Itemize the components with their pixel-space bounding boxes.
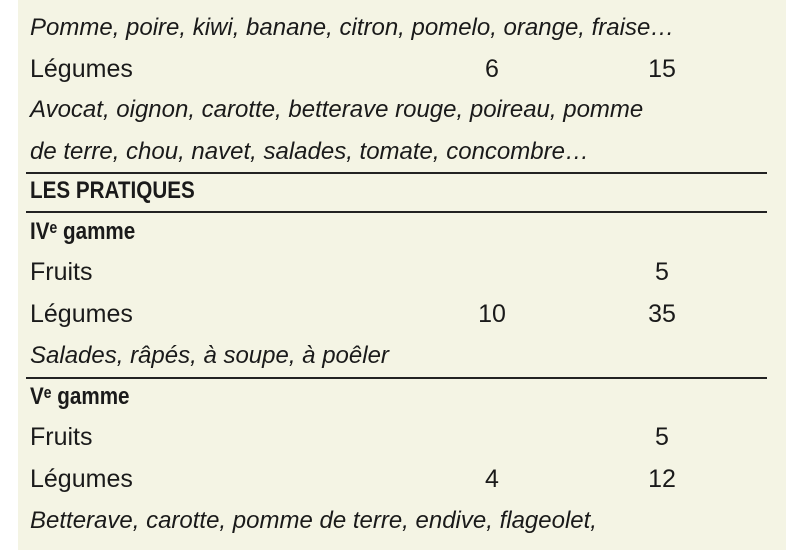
vegetables-label: Légumes xyxy=(30,465,133,493)
ive-gamme-examples-text: Salades, râpés, à soupe, à poêler xyxy=(30,342,389,369)
vegetables-value-1: 10 xyxy=(478,300,506,328)
vegetables-label: Légumes xyxy=(30,300,133,328)
vegetables-value-2: 15 xyxy=(648,55,676,83)
subheading-ive-gamme: IVᵉ gamme xyxy=(30,218,136,245)
section-divider xyxy=(26,172,767,174)
fruits-value-2: 5 xyxy=(655,258,669,286)
fruits-label: Fruits xyxy=(30,423,93,451)
vegetable-examples-line-2: de terre, chou, navet, salades, tomate, concombre… xyxy=(30,138,589,165)
vegetables-label: Légumes xyxy=(30,55,133,83)
section-heading-pratiques: LES PRATIQUES xyxy=(30,177,195,204)
fruits-label: Fruits xyxy=(30,258,93,286)
section-divider xyxy=(26,377,767,379)
vegetables-value-1: 4 xyxy=(485,465,499,493)
fruit-examples-text: Pomme, poire, kiwi, banane, citron, pomelo, orange, fraise… xyxy=(30,14,675,41)
subheading-ve-gamme: Vᵉ gamme xyxy=(30,383,130,410)
vegetables-value-1: 6 xyxy=(485,55,499,83)
vegetables-value-2: 12 xyxy=(648,465,676,493)
vegetables-value-2: 35 xyxy=(648,300,676,328)
vegetable-examples-line-1: Avocat, oignon, carotte, betterave rouge, poireau, pomme xyxy=(30,96,644,123)
ve-gamme-examples-text: Betterave, carotte, pomme de terre, endive, flageolet, xyxy=(30,507,597,534)
fruits-value-2: 5 xyxy=(655,423,669,451)
section-divider xyxy=(26,211,767,213)
